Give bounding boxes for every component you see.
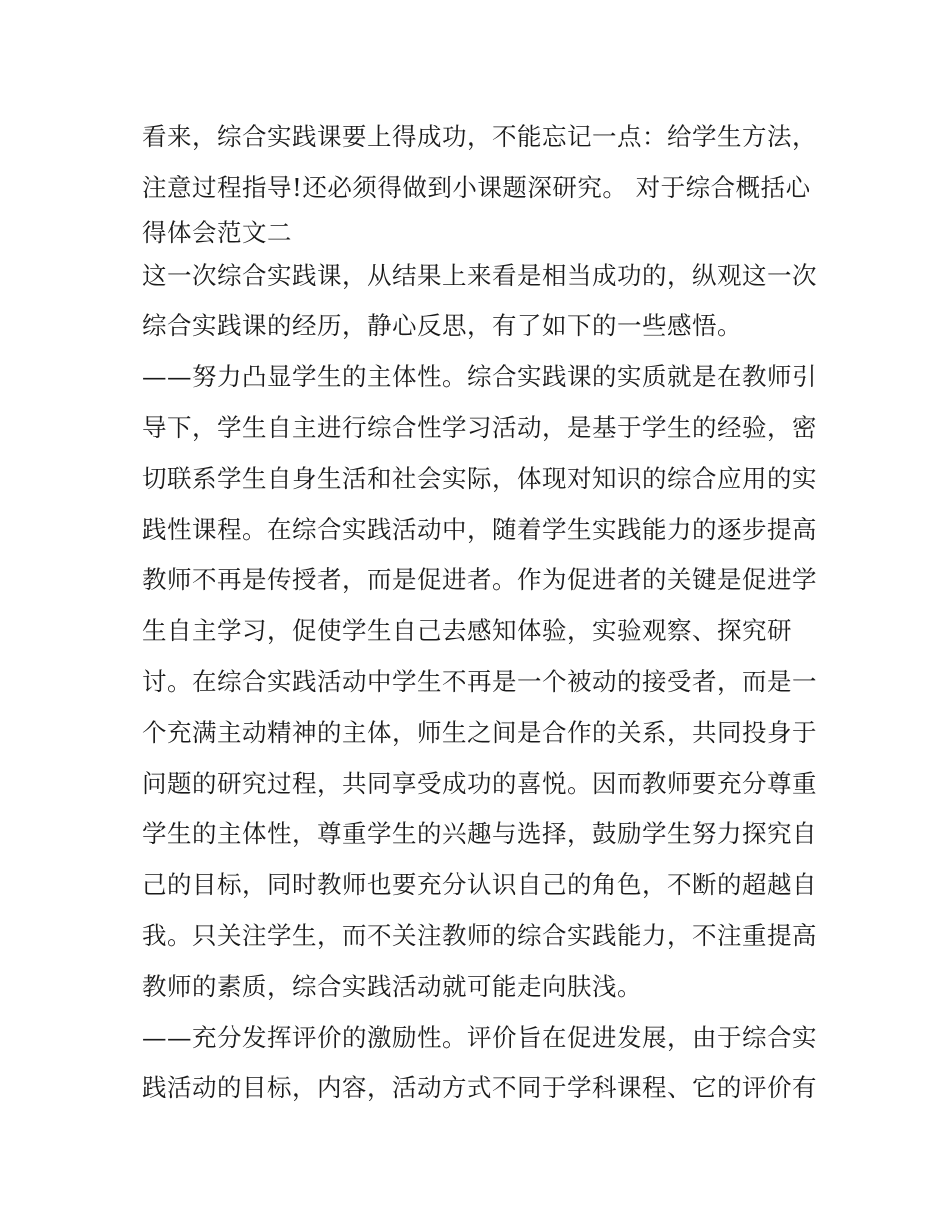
body-text: [142, 112, 822, 1114]
text-line: 看来，综合实践课要上得成功，不能忘记一点：给学生方法，: [142, 122, 817, 151]
text-line: 学生的主体性，尊重学生的兴趣与选择，鼓励学生努力探究自: [142, 819, 817, 849]
text-line: 综合实践课的经历，静心反思，有了如下的一些感悟。: [142, 311, 742, 341]
text-line: 讨。在综合实践活动中学生不再是一个被动的接受者，而是一: [142, 666, 817, 696]
text-line: 得体会范文二: [142, 217, 292, 247]
text-line: 个充满主动精神的主体，师生之间是合作的关系，共同投身于: [142, 717, 817, 747]
text-line: 教师不再是传授者，而是促进者。作为促进者的关键是促进学: [142, 565, 817, 595]
text-line: 问题的研究过程，共同享受成功的喜悦。因而教师要充分尊重: [142, 768, 817, 798]
text-line: 教师的素质，综合实践活动就可能走向肤浅。: [142, 971, 642, 1001]
text-line: ——充分发挥评价的激励性。评价旨在促进发展，由于综合实: [142, 1022, 817, 1052]
text-line: 切联系学生自身生活和社会实际，体现对知识的综合应用的实: [142, 463, 817, 493]
text-line: 注意过程指导!还必须得做到小课题深研究。 对于综合概括心: [142, 172, 811, 202]
text-line: 这一次综合实践课，从结果上来看是相当成功的，纵观这一次: [142, 260, 817, 290]
text-line: 生自主学习，促使学生自己去感知体验，实验观察、探究研: [142, 616, 792, 646]
text-line: 践性课程。在综合实践活动中，随着学生实践能力的逐步提高: [142, 514, 817, 544]
text-line: 导下，学生自主进行综合性学习活动，是基于学生的经验，密: [142, 412, 817, 442]
text-line: 我。只关注学生，而不关注教师的综合实践能力，不注重提高: [142, 920, 817, 950]
text-line: 己的目标，同时教师也要充分认识自己的角色，不断的超越自: [142, 870, 817, 900]
text-line: ——努力凸显学生的主体性。综合实践课的实质就是在教师引: [142, 362, 817, 392]
text-line: 践活动的目标，内容，活动方式不同于学科课程、它的评价有: [142, 1073, 817, 1103]
